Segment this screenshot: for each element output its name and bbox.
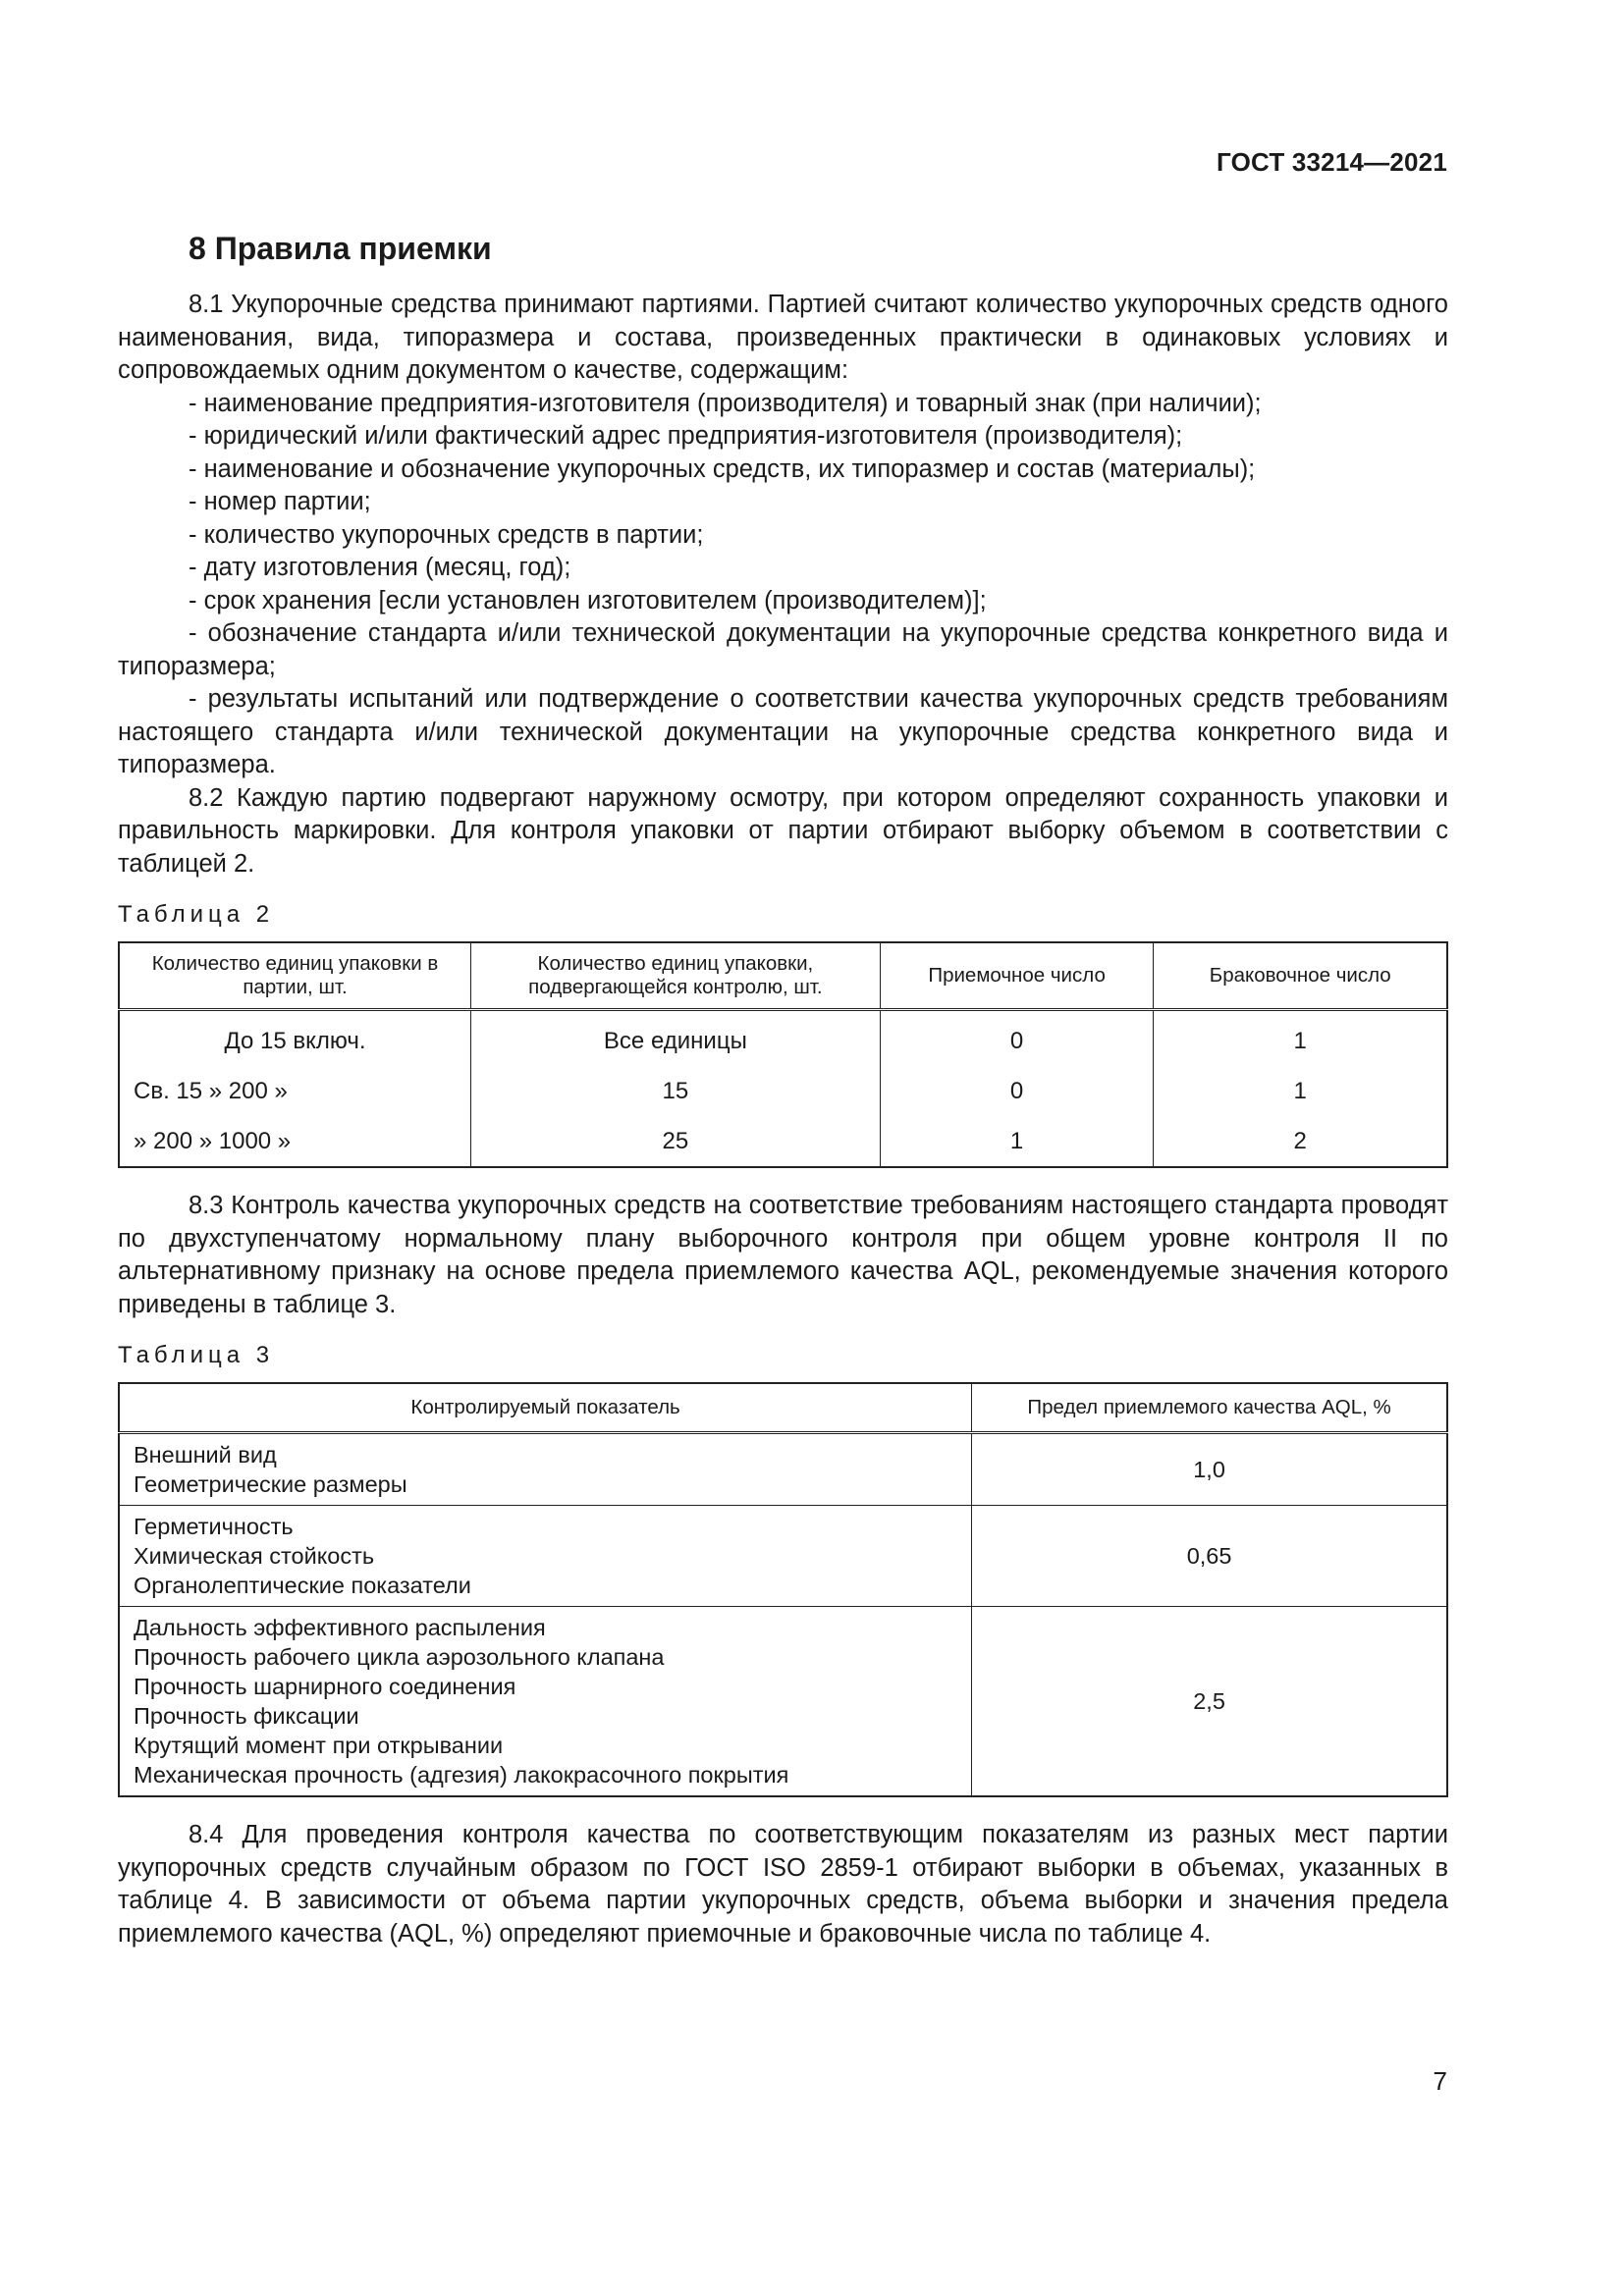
document-header: ГОСТ 33214—2021 (1217, 147, 1447, 177)
indicator-item: Геометрические размеры (134, 1471, 407, 1497)
table-header-cell: Браковочное число (1154, 942, 1447, 1010)
indicator-item: Механическая прочность (адгезия) лакокрасочного покрытия (134, 1762, 789, 1788)
table-cell (119, 1607, 972, 1797)
indicator-item: Внешний вид (134, 1442, 277, 1468)
table-row (119, 1066, 1447, 1116)
indicator-item: Органолептические показатели (134, 1573, 471, 1598)
paragraph-8-4: 8.4 Для проведения контроля качества по соответствующим показателям из разных мест партии укупорочных средств случайным образом по ГОСТ ISO 2859-1 отбирают выборки в объемах, указанных в таблице 4. В зависимости от объема партии укупорочных средств, объема выборки и значения предела приемлемого качества (AQL, %) определяют приемочные и браковочные числа по таблице 4. (118, 1821, 1448, 1948)
table-cell: » 200 » 1000 » (119, 1116, 471, 1167)
table-header-cell: Количество единиц упаковки в партии, шт. (119, 942, 471, 1010)
table-cell: 0 (880, 1066, 1154, 1116)
page-number: 7 (1433, 2066, 1447, 2096)
table-cell: 15 (471, 1066, 881, 1116)
table-row (119, 1010, 1447, 1067)
aql-value: 2,5 (972, 1607, 1447, 1797)
list-item: - результаты испытаний или подтверждение о соответствии качества укупорочных средств требованиям настоящего стандарта и/или технической документации на укупорочные средства конкретного вида и типоразмера. (118, 685, 1448, 778)
indicator-item: Прочность шарнирного соединения (134, 1674, 516, 1699)
list-item: - дату изготовления (месяц, год); (189, 554, 571, 581)
table-header-cell: Контролируемый показатель (119, 1383, 972, 1433)
table-cell: 0 (880, 1010, 1154, 1067)
table-2 (118, 941, 1448, 1168)
table-cell: 1 (1154, 1010, 1447, 1067)
list-item: - наименование и обозначение укупорочных средств, их типоразмер и состав (материалы); (189, 454, 1256, 483)
list-item: - обозначение стандарта и/или технической документации на укупорочные средства конкретного вида и типоразмера; (118, 619, 1448, 680)
table-row (119, 1506, 1447, 1607)
list-item: - срок хранения [если установлен изготовителем (производителем)]; (189, 586, 987, 614)
table-cell (119, 1433, 972, 1506)
table-header-cell: Предел приемлемого качества AQL, % (972, 1383, 1447, 1433)
table-cell: 1 (880, 1116, 1154, 1167)
table-cell: 2 (1154, 1116, 1447, 1167)
indicator-item: Крутящий момент при открывании (134, 1733, 504, 1758)
table-row (119, 1116, 1447, 1167)
indicator-item: Прочность фиксации (134, 1703, 359, 1729)
paragraph-8-2: 8.2 Каждую партию подвергают наружному осмотру, при котором определяют сохранность упаковки и правильность маркировки. Для контроля упаковки от партии отбирают выборку объемом в соответствии с таблицей 2. (118, 783, 1448, 878)
indicator-item: Дальность эффективного распыления (134, 1615, 546, 1640)
indicator-item: Герметичность (134, 1514, 294, 1539)
table-header-cell: Приемочное число (880, 942, 1154, 1010)
table-cell: До 15 включ. (119, 1010, 471, 1067)
section-title: 8 Правила приемки (189, 231, 492, 266)
table-cell: 1 (1154, 1066, 1447, 1116)
table-3-caption: Таблица 3 (118, 1342, 275, 1368)
table-row (119, 1607, 1447, 1797)
table-3 (118, 1382, 1448, 1797)
paragraph-8-3: 8.3 Контроль качества укупорочных средств на соответствие требованиям настоящего стандарта проводят по двухступенчатому нормальному плану выборочного контроля при общем уровне контроля II по альтернативному признаку на основе предела приемлемого качества AQL, рекомендуемые значения которого приведены в таблице 3. (118, 1192, 1448, 1318)
indicator-item: Прочность рабочего цикла аэрозольного клапана (134, 1644, 665, 1670)
table-cell: Все единицы (471, 1010, 881, 1067)
table-cell: 25 (471, 1116, 881, 1167)
list-item: - юридический и/или фактический адрес предприятия-изготовителя (производителя); (189, 422, 1183, 450)
table-header-cell: Количество единиц упаковки, подвергающейся контролю, шт. (471, 942, 881, 1010)
paragraph-8-1: 8.1 Укупорочные средства принимают партиями. Партией считают количество укупорочных средств одного наименования, вида, типоразмера и состава, произведенных практически в одинаковых условиях и сопровождаемых одним документом о качестве, содержащим: (118, 291, 1448, 384)
aql-value: 0,65 (972, 1506, 1447, 1607)
aql-value: 1,0 (972, 1433, 1447, 1506)
table-row (119, 1433, 1447, 1506)
list-item: - наименование предприятия-изготовителя (производителя) и товарный знак (при наличии); (189, 389, 1262, 417)
table-2-caption: Таблица 2 (118, 901, 275, 928)
indicator-item: Химическая стойкость (134, 1543, 375, 1569)
table-cell: Св. 15 » 200 » (119, 1066, 471, 1116)
table-cell (119, 1506, 972, 1607)
list-item: - номер партии; (189, 488, 371, 515)
page-content (118, 228, 1448, 1950)
list-item: - количество укупорочных средств в партии; (189, 520, 704, 549)
